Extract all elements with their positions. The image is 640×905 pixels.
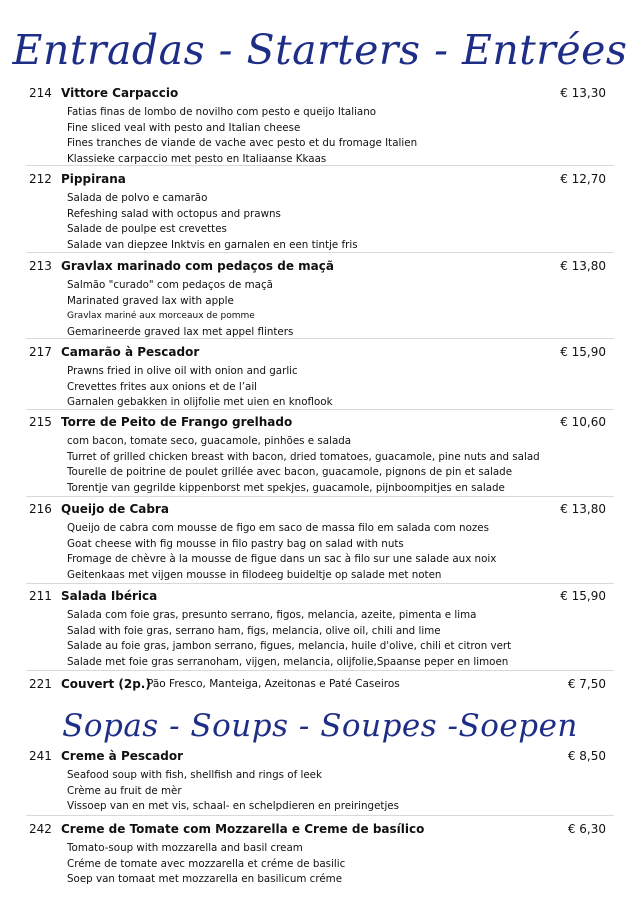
description-line: Prawns fried in olive oil with onion and garlic [67, 365, 298, 377]
item-description [0, 278, 640, 341]
menu-item [0, 345, 640, 411]
description-line: Seafood soup with fish, shellfish and rings of leek [67, 769, 322, 781]
item-name: Creme à Pescador [61, 749, 183, 763]
item-name: Torre de Peito de Frango grelhado [61, 415, 293, 429]
item-divider [26, 670, 614, 671]
menu-item-header [0, 259, 640, 276]
menu-item-header [0, 502, 640, 519]
menu-item [0, 502, 640, 584]
item-divider [26, 252, 614, 253]
item-description [0, 105, 640, 168]
description-line: Torentje van gegrilde kippenborst met spekjes, guacamole, pijnboompitjes en salade [67, 482, 505, 495]
item-inline-description: Pão Fresco, Manteiga, Azeitonas e Paté Caseiros [147, 678, 400, 690]
item-name: Camarão à Pescador [61, 345, 200, 359]
description-line: com bacon, tomate seco, guacamole, pinhões e salada [67, 435, 352, 447]
item-name: Queijo de Cabra [61, 502, 169, 516]
item-name: Vittore Carpaccio [61, 86, 179, 100]
item-divider [26, 409, 614, 410]
menu-item [0, 677, 640, 694]
description-line: Fines tranches de viande de vache avec pesto et du fromage Italien [67, 137, 418, 150]
description-line: Salade met foie gras serranoham, vijgen, melancia, olijfolie,Spaanse peper en limoen [67, 656, 509, 669]
description-line: Salad with foie gras, serrano ham, figs, melancia, olive oil, chili and lime [67, 624, 441, 637]
menu-item-header [0, 589, 640, 606]
item-code: 217 [29, 345, 52, 359]
menu-item-header [0, 749, 640, 766]
menu-item [0, 172, 640, 254]
description-line: Fatias finas de lombo de novilho com pesto e queijo Italiano [67, 106, 377, 118]
item-price: € 12,70 [560, 172, 606, 186]
item-code: 214 [29, 86, 52, 100]
menu-item-header [0, 677, 640, 694]
item-code: 241 [29, 749, 52, 763]
item-divider [26, 815, 614, 816]
description-line: Crevettes frites aux onions et de l’ail [67, 380, 258, 393]
item-price: € 7,50 [567, 677, 606, 691]
item-description [0, 608, 640, 671]
description-line: Crème au fruit de mèr [67, 784, 182, 797]
item-code: 212 [29, 172, 52, 186]
item-description [0, 768, 640, 815]
item-code: 211 [29, 589, 52, 603]
menu-item [0, 589, 640, 671]
description-line: Tourelle de poitrine de poulet grillée avec bacon, guacamole, pignons de pin et salade [67, 466, 513, 479]
description-line: Garnalen gebakken in olijfolie met uien en knoflook [67, 396, 333, 409]
item-price: € 13,80 [560, 502, 606, 516]
menu-item [0, 259, 640, 341]
menu-item [0, 415, 640, 497]
item-code: 213 [29, 259, 52, 273]
description-line: Turret of grilled chicken breast with bacon, dried tomatoes, guacamole, pine nuts and salad [67, 450, 540, 463]
menu-item [0, 86, 640, 168]
item-price: € 8,50 [567, 749, 606, 763]
description-line: Salade de poulpe est crevettes [67, 223, 227, 236]
item-price: € 15,90 [560, 345, 606, 359]
item-code: 216 [29, 502, 52, 516]
item-name: Gravlax marinado com pedaços de maçã [61, 259, 334, 273]
description-line: Refeshing salad with octopus and prawns [67, 207, 281, 220]
item-description [0, 521, 640, 584]
item-name: Couvert (2p.) [61, 677, 151, 691]
item-description [0, 841, 640, 888]
item-name: Pippirana [61, 172, 126, 186]
item-code: 215 [29, 415, 52, 429]
item-divider [26, 496, 614, 497]
item-divider [26, 583, 614, 584]
item-price: € 6,30 [567, 822, 606, 836]
item-divider [26, 338, 614, 339]
description-line: Salada de polvo e camarão [67, 192, 208, 204]
menu-item [0, 749, 640, 815]
description-line: Gemarineerde graved lax met appel flinters [67, 326, 294, 339]
menu-item-header [0, 345, 640, 362]
menu-item [0, 822, 640, 888]
menu-item-header [0, 415, 640, 432]
description-line: Fromage de chèvre à la mousse de figue dans un sac à filo sur une salade aux noix [67, 553, 497, 566]
description-line: Vissoep van en met vis, schaal- en schelpdieren en preiringetjes [67, 800, 400, 813]
description-line: Salade van diepzee Inktvis en garnalen en een tintje fris [67, 239, 358, 252]
description-line: Geitenkaas met vijgen mousse in filodeeg buideltje op salade met noten [67, 569, 442, 582]
menu-item-header [0, 86, 640, 103]
item-description [0, 434, 640, 497]
menu-item-header [0, 822, 640, 839]
item-divider [26, 165, 614, 166]
item-description [0, 191, 640, 254]
description-line: Goat cheese with fig mousse in filo pastry bag on salad with nuts [67, 537, 404, 550]
description-line: Queijo de cabra com mousse de figo em saco de massa filo em salada com nozes [67, 522, 489, 534]
item-code: 221 [29, 677, 52, 691]
soups-title: Sopas - Soups - Soupes -Soepen [62, 708, 578, 744]
description-line: Gravlax mariné aux morceaux de pomme [67, 311, 255, 322]
description-line: Créme de tomate avec mozzarella et créme de basilic [67, 857, 346, 870]
item-price: € 15,90 [560, 589, 606, 603]
item-price: € 13,80 [560, 259, 606, 273]
item-description [0, 364, 640, 411]
description-line: Marinated graved lax with apple [67, 294, 234, 307]
menu-item-header [0, 172, 640, 189]
item-name: Creme de Tomate com Mozzarella e Creme de basílico [61, 822, 425, 836]
starters-title: Entradas - Starters - Entrées [12, 26, 628, 74]
description-line: Soep van tomaat met mozzarella en basilicum créme [67, 873, 343, 886]
item-price: € 10,60 [560, 415, 606, 429]
description-line: Salada com foie gras, presunto serrano, figos, melancia, azeite, pimenta e lima [67, 609, 477, 621]
description-line: Salade au foie gras, jambon serrano, figues, melancia, huile d'olive, chili et citron vert [67, 640, 512, 653]
description-line: Tomato-soup with mozzarella and basil cream [67, 842, 303, 854]
item-price: € 13,30 [560, 86, 606, 100]
description-line: Klassieke carpaccio met pesto en Italiaanse Kkaas [67, 153, 327, 166]
item-name: Salada Ibérica [61, 589, 158, 603]
description-line: Fine sliced veal with pesto and Italian cheese [67, 121, 301, 134]
description-line: Salmão "curado" com pedaços de maçã [67, 279, 273, 291]
item-code: 242 [29, 822, 52, 836]
